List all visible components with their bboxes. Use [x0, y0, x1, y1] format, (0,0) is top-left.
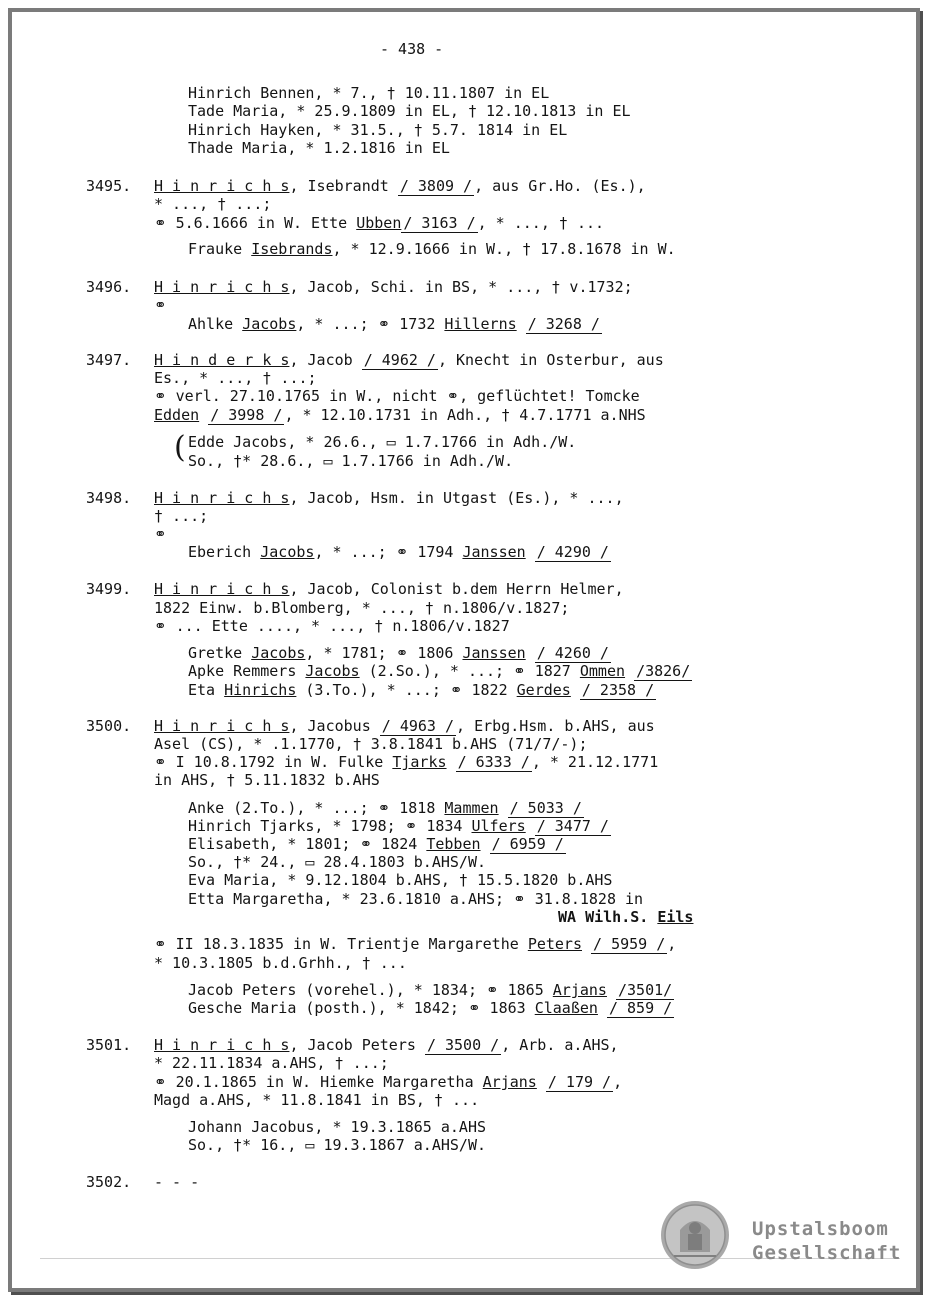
- cross-reference: / 3268 /: [527, 315, 600, 333]
- entry-3498-line1: H i n r i c h s, Jacob, Hsm. in Utgast (Es.), * ...,: [154, 489, 624, 507]
- surname: H i n r i c h s: [154, 1036, 290, 1054]
- entry-3498-line2: † ...;: [154, 507, 209, 525]
- cross-reference: / 2358 /: [581, 681, 655, 699]
- cross-reference: / 4963 /: [381, 717, 455, 735]
- cross-reference: / 4260 /: [536, 644, 609, 662]
- entry-3501-line1: H i n r i c h s, Jacob Peters / 3500 / , Arb. a.AHS,: [154, 1036, 619, 1054]
- entry-3500-child5: Eva Maria, * 9.12.1804 b.AHS, † 15.5.1820 b.AHS: [188, 871, 613, 889]
- cross-reference: / 3477 /: [536, 817, 609, 835]
- entry-number-3498: 3498.: [86, 489, 132, 507]
- entry-3500-child7: Jacob Peters (vorehel.), * 1834; ⚭ 1865 Arjans /3501/: [188, 981, 673, 999]
- cross-reference: /3501/: [618, 981, 673, 999]
- child-line: Thade Maria, * 1.2.1816 in EL: [188, 139, 450, 157]
- entry-3500-child2: Hinrich Tjarks, * 1798; ⚭ 1834 Ulfers / 3477 /: [188, 817, 609, 835]
- entry-3496-line1: H i n r i c h s, Jacob, Schi. in BS, * ..., † v.1732;: [154, 278, 633, 296]
- entry-3498-child: Eberich Jacobs, * ...; ⚭ 1794 Janssen / 4290 /: [188, 543, 609, 561]
- entry-3499-child2: Apke Remmers Jacobs (2.So.), * ...; ⚭ 1827 Ommen /3826/: [188, 662, 691, 680]
- entry-3497-line2: Es., * ..., † ...;: [154, 369, 317, 387]
- surname: H i n r i c h s: [154, 489, 290, 507]
- cross-reference: / 3163 /: [403, 214, 476, 232]
- brace-icon: (: [174, 430, 186, 465]
- cross-reference: / 4962 /: [363, 351, 436, 369]
- entry-3501-child2: So., †* 16., ▭ 19.3.1867 a.AHS/W.: [188, 1136, 487, 1154]
- cross-reference: / 6333 /: [457, 753, 530, 771]
- cross-reference: / 3809 /: [399, 177, 473, 195]
- entry-3497-child2: So., †* 28.6., ▭ 1.7.1766 in Adh./W.: [188, 452, 514, 470]
- child-line: Hinrich Hayken, * 31.5., † 5.7. 1814 in EL: [188, 121, 568, 139]
- logo-text-line1: Upstalsboom: [752, 1218, 889, 1240]
- entry-3497-line1: H i n d e r k s, Jacob / 4962 / , Knecht in Osterbur, aus: [154, 351, 664, 369]
- entry-3498-line3: ⚭: [154, 525, 167, 543]
- entry-3501-line2: * 22.11.1834 a.AHS, † ...;: [154, 1054, 389, 1072]
- cross-reference: /3826/: [636, 662, 691, 680]
- surname: H i n r i c h s: [154, 580, 290, 598]
- entry-3499-child3: Eta Hinrichs (3.To.), * ...; ⚭ 1822 Gerdes / 2358 /: [188, 681, 655, 699]
- entry-3500-child6: Etta Margaretha, * 23.6.1810 a.AHS; ⚭ 31.8.1828 in: [188, 890, 644, 908]
- entry-3500-child4: So., †* 24., ▭ 28.4.1803 b.AHS/W.: [188, 853, 487, 871]
- entry-3500-child3: Elisabeth, * 1801; ⚭ 1824 Tebben / 6959 /: [188, 835, 564, 853]
- entry-3495-child: Frauke Isebrands, * 12.9.1666 in W., † 17.8.1678 in W.: [188, 240, 676, 258]
- entry-number-3497: 3497.: [86, 351, 132, 369]
- entry-3499-line3: ⚭ ... Ette ...., * ..., † n.1806/v.1827: [154, 617, 510, 635]
- entry-number-3496: 3496.: [86, 278, 132, 296]
- entry-3500-child6-cont: WA Wilh.S. Eils: [558, 908, 694, 926]
- entry-3495-marriage: ⚭ 5.6.1666 in W. Ette Ubben / 3163 / , * ..., † ...: [154, 214, 605, 232]
- entry-number-3495: 3495.: [86, 177, 132, 195]
- surname: H i n r i c h s: [154, 278, 290, 296]
- entry-3499-line2: 1822 Einw. b.Blomberg, * ..., † n.1806/v.1827;: [154, 599, 570, 617]
- entry-number-3501: 3501.: [86, 1036, 132, 1054]
- entry-3500-line2: Asel (CS), * .1.1770, † 3.8.1841 b.AHS (71/7/-);: [154, 735, 588, 753]
- entry-3495-line2: * ..., † ...;: [154, 195, 272, 213]
- upstalsboom-seal-icon: [660, 1200, 730, 1270]
- entry-3496-child: Ahlke Jacobs, * ...; ⚭ 1732 Hillerns / 3268 /: [188, 315, 600, 333]
- entry-number-3499: 3499.: [86, 580, 132, 598]
- surname: H i n r i c h s: [154, 177, 290, 195]
- cross-reference: / 3500 /: [426, 1036, 500, 1054]
- page-number: - 438 -: [380, 40, 444, 58]
- cross-reference: / 179 /: [547, 1073, 612, 1091]
- entry-3501-line4: Magd a.AHS, * 11.8.1841 in BS, † ...: [154, 1091, 480, 1109]
- entry-3500-line1: H i n r i c h s, Jacobus / 4963 / , Erbg.Hsm. b.AHS, aus: [154, 717, 655, 735]
- cross-reference: / 5959 /: [593, 935, 666, 953]
- child-line: Hinrich Bennen, * 7., † 10.11.1807 in EL: [188, 84, 550, 102]
- cross-reference: / 4290 /: [536, 543, 609, 561]
- cross-reference: / 5033 /: [509, 799, 582, 817]
- entry-3502-text: - - -: [154, 1173, 200, 1191]
- entry-number-3500: 3500.: [86, 717, 132, 735]
- cross-reference: / 6959 /: [491, 835, 564, 853]
- entry-3500-line4: in AHS, † 5.11.1832 b.AHS: [154, 771, 380, 789]
- entry-3497-line3: ⚭ verl. 27.10.1765 in W., nicht ⚭, geflüchtet! Tomcke: [154, 387, 640, 405]
- logo-text-line2: Gesellschaft: [752, 1242, 902, 1264]
- entry-3497-line4: Edden / 3998 / , * 12.10.1731 in Adh., † 4.7.1771 a.NHS: [154, 406, 646, 424]
- entry-3500-marriage1: ⚭ I 10.8.1792 in W. Fulke Tjarks / 6333 / , * 21.12.1771: [154, 753, 659, 771]
- cross-reference: / 859 /: [608, 999, 673, 1017]
- entry-3500-marriage2: ⚭ II 18.3.1835 in W. Trientje Margarethe Peters / 5959 / ,: [154, 935, 677, 953]
- entry-3500-child8: Gesche Maria (posth.), * 1842; ⚭ 1863 Claaßen / 859 /: [188, 999, 673, 1017]
- child-line: Tade Maria, * 25.9.1809 in EL, † 12.10.1813 in EL: [188, 102, 631, 120]
- entry-3500-marriage2-line2: * 10.3.1805 b.d.Grhh., † ...: [154, 954, 407, 972]
- surname: H i n r i c h s: [154, 717, 290, 735]
- surname: H i n d e r k s: [154, 351, 290, 369]
- entry-3496-line2: ⚭: [154, 296, 167, 314]
- entry-number-3502: 3502.: [86, 1173, 132, 1191]
- entry-3500-child1: Anke (2.To.), * ...; ⚭ 1818 Mammen / 5033 /: [188, 799, 582, 817]
- entry-3501-child1: Johann Jacobus, * 19.3.1865 a.AHS: [188, 1118, 487, 1136]
- entry-3501-marriage: ⚭ 20.1.1865 in W. Hiemke Margaretha Arjans / 179 / ,: [154, 1073, 623, 1091]
- entry-3497-child1: Edde Jacobs, * 26.6., ▭ 1.7.1766 in Adh./W.: [188, 433, 577, 451]
- entry-3495-line1: H i n r i c h s, Isebrandt / 3809 / , aus Gr.Ho. (Es.),: [154, 177, 646, 195]
- entry-3499-child1: Gretke Jacobs, * 1781; ⚭ 1806 Janssen / 4260 /: [188, 644, 609, 662]
- cross-reference: / 3998 /: [210, 406, 283, 424]
- entry-3499-line1: H i n r i c h s, Jacob, Colonist b.dem Herrn Helmer,: [154, 580, 624, 598]
